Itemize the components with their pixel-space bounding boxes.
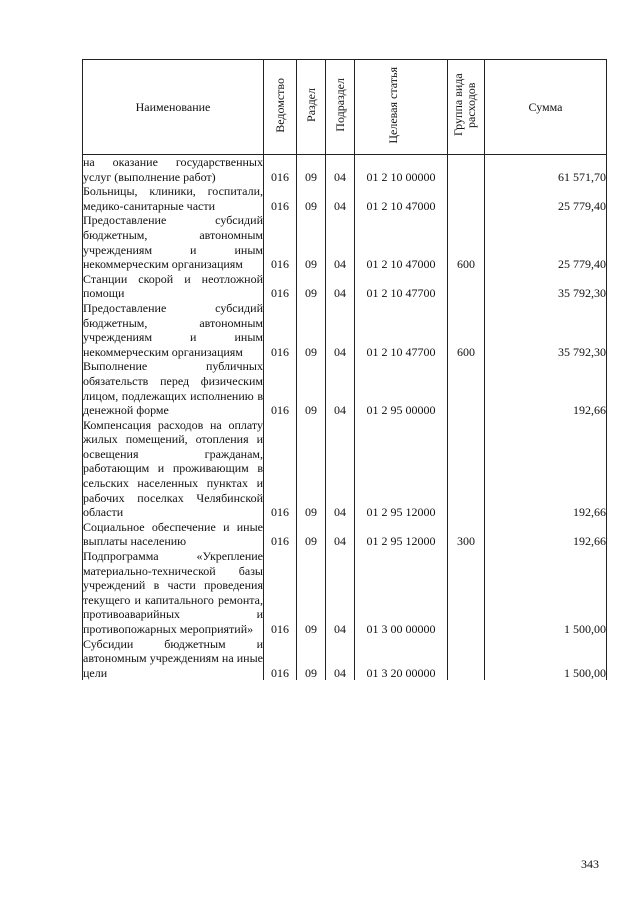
header-razdel: Раздел [297, 60, 326, 155]
row-summa: 61 571,70 [485, 155, 607, 185]
header-vedomstvo: Ведомство [264, 60, 297, 155]
row-summa: 25 779,40 [485, 213, 607, 271]
row-razdel: 09 [297, 184, 326, 213]
row-razdel: 09 [297, 359, 326, 417]
row-razdel: 09 [297, 272, 326, 301]
row-name: Социальное обеспечение и иные выплаты населению [83, 519, 263, 549]
row-vedomstvo: 016 [264, 359, 297, 417]
table-row [83, 359, 607, 417]
row-gruppa: 300 [448, 520, 485, 549]
row-razdel: 09 [297, 418, 326, 520]
row-podrazdel: 04 [326, 520, 355, 549]
row-name: Предоставление субсидий бюджетным, автономным учреждениям и иным некоммерческим организациям [83, 213, 263, 272]
row-podrazdel: 04 [326, 155, 355, 185]
budget-table [82, 59, 607, 680]
row-celevaya: 01 3 20 00000 [355, 637, 448, 681]
row-summa: 192,66 [485, 418, 607, 520]
table-row [83, 637, 607, 681]
row-vedomstvo: 016 [264, 520, 297, 549]
row-celevaya: 01 2 10 47000 [355, 213, 448, 271]
row-vedomstvo: 016 [264, 301, 297, 359]
row-name: Субсидии бюджетным и автономным учреждениям на иные цели [83, 636, 263, 680]
row-razdel: 09 [297, 301, 326, 359]
row-name: Предоставление субсидий бюджетным, автономным учреждениям и иным некоммерческим организациям [83, 300, 263, 359]
table-row [83, 272, 607, 301]
row-podrazdel: 04 [326, 272, 355, 301]
row-vedomstvo: 016 [264, 418, 297, 520]
row-name: Станции скорой и неотложной помощи [83, 271, 263, 301]
table-row [83, 301, 607, 359]
row-gruppa [448, 155, 485, 185]
row-vedomstvo: 016 [264, 213, 297, 271]
row-celevaya: 01 3 00 00000 [355, 549, 448, 637]
row-podrazdel: 04 [326, 213, 355, 271]
row-gruppa [448, 359, 485, 417]
row-gruppa [448, 418, 485, 520]
row-name: Больницы, клиники, госпитали, медико-санитарные части [83, 184, 263, 213]
table-row [83, 155, 607, 185]
row-summa: 1 500,00 [485, 637, 607, 681]
row-vedomstvo: 016 [264, 272, 297, 301]
table-row [83, 184, 607, 213]
row-razdel: 09 [297, 520, 326, 549]
row-vedomstvo: 016 [264, 155, 297, 185]
row-vedomstvo: 016 [264, 184, 297, 213]
row-gruppa: 600 [448, 301, 485, 359]
budget-table-sheet [82, 59, 606, 849]
row-name: Подпрограмма «Укрепление материально-технической базы учреждений в части проведения текущего и капитального ремонта, противоаварийных и противопожарных мероприятий» [83, 549, 263, 636]
row-celevaya: 01 2 10 47700 [355, 301, 448, 359]
row-celevaya: 01 2 95 12000 [355, 418, 448, 520]
row-summa: 192,66 [485, 520, 607, 549]
table-row [83, 213, 607, 271]
row-razdel: 09 [297, 155, 326, 185]
row-vedomstvo: 016 [264, 549, 297, 637]
row-podrazdel: 04 [326, 549, 355, 637]
table-row [83, 418, 607, 520]
row-celevaya: 01 2 10 00000 [355, 155, 448, 185]
header-summa: Сумма [485, 60, 607, 155]
row-podrazdel: 04 [326, 301, 355, 359]
row-razdel: 09 [297, 549, 326, 637]
header-name: Наименование [83, 60, 264, 155]
row-summa: 25 779,40 [485, 184, 607, 213]
row-gruppa [448, 637, 485, 681]
table-row [83, 520, 607, 549]
row-gruppa [448, 272, 485, 301]
row-vedomstvo: 016 [264, 637, 297, 681]
row-razdel: 09 [297, 213, 326, 271]
row-summa: 192,66 [485, 359, 607, 417]
row-gruppa [448, 184, 485, 213]
row-celevaya: 01 2 10 47700 [355, 272, 448, 301]
table-row [83, 549, 607, 637]
header-celevaya: Целевая статья [355, 60, 448, 155]
table-header-row [83, 60, 607, 155]
row-podrazdel: 04 [326, 359, 355, 417]
row-razdel: 09 [297, 637, 326, 681]
header-gruppa: Группа вида расходов [448, 60, 485, 155]
header-podrazdel: Подраздел [326, 60, 355, 155]
row-name: Выполнение публичных обязательств перед физическим лицом, подлежащих исполнению в денежной форме [83, 359, 263, 418]
row-summa: 35 792,30 [485, 272, 607, 301]
row-celevaya: 01 2 10 47000 [355, 184, 448, 213]
row-podrazdel: 04 [326, 418, 355, 520]
row-gruppa: 600 [448, 213, 485, 271]
row-summa: 1 500,00 [485, 549, 607, 637]
row-podrazdel: 04 [326, 184, 355, 213]
row-name: на оказание государственных услуг (выполнение работ) [83, 155, 263, 184]
row-celevaya: 01 2 95 12000 [355, 520, 448, 549]
page-number: 343 [581, 857, 599, 871]
row-podrazdel: 04 [326, 637, 355, 681]
row-summa: 35 792,30 [485, 301, 607, 359]
row-name: Компенсация расходов на оплату жилых помещений, отопления и освещения гражданам, работающим и проживающим в сельских населенных пунктах и рабочих поселках Челябинской области [83, 417, 263, 520]
row-gruppa [448, 549, 485, 637]
row-celevaya: 01 2 95 00000 [355, 359, 448, 417]
